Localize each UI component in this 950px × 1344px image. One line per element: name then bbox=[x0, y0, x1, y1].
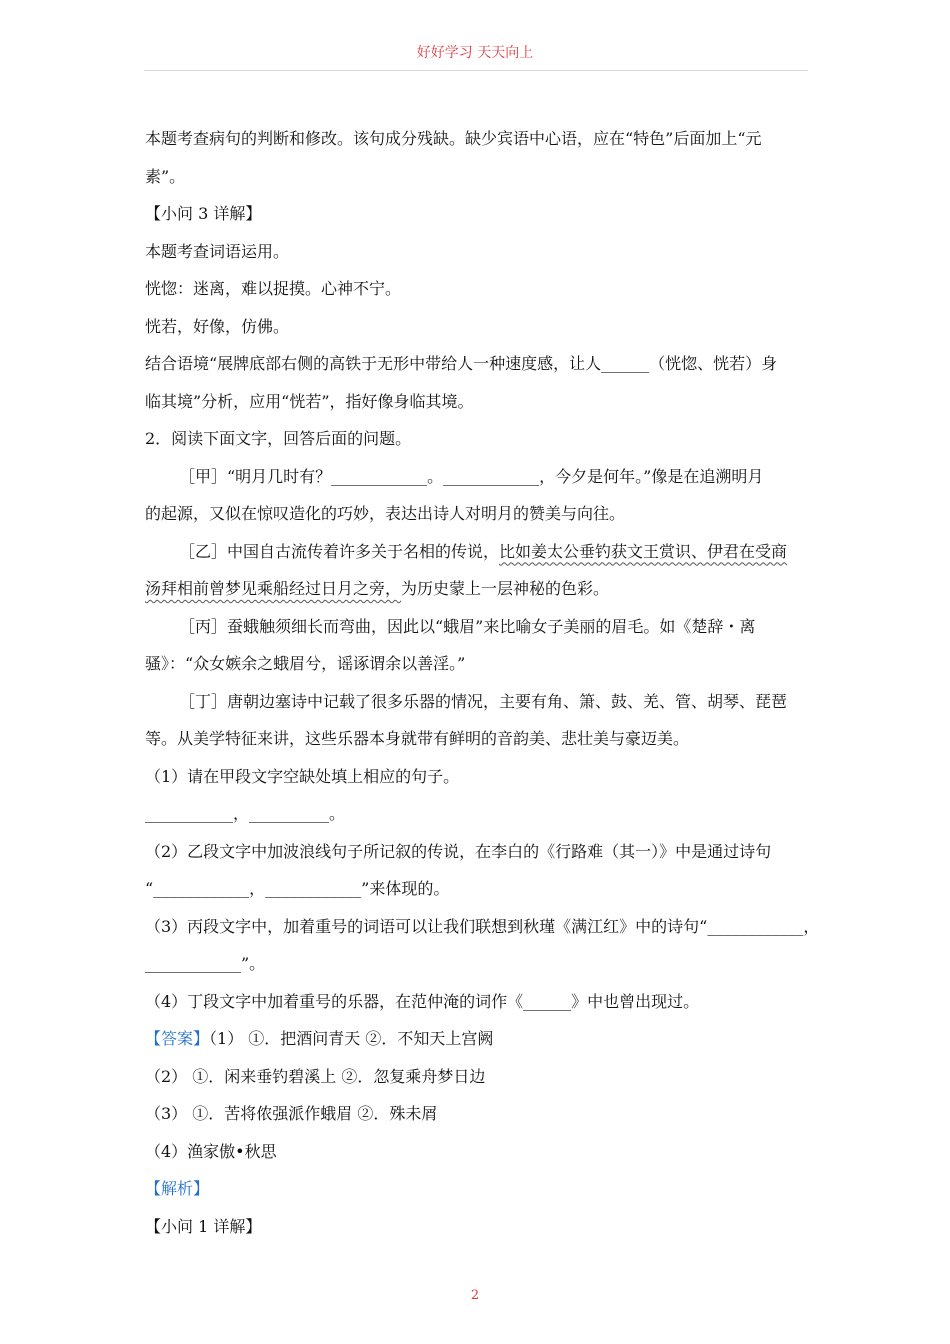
sub-question-2-cont: “____________，____________”来体现的。 bbox=[145, 879, 450, 898]
page-number: 2 bbox=[470, 1288, 480, 1303]
paragraph: 临其境”分析，应用“恍若”，指好像身临其境。 bbox=[145, 391, 474, 411]
passage-yi-cont bbox=[145, 570, 810, 608]
wavy-underlined-text: 比如姜太公垂钓获文王赏识、伊君在受商 bbox=[499, 541, 788, 561]
passage-bing: ［丙］蚕蛾触须细长而弯曲，因此以“蛾眉”来比喻女子美丽的眉毛。如《楚辞・离 bbox=[179, 616, 756, 636]
passage-ding-cont: 等。从美学特征来讲，这些乐器本身就带有鲜明的音韵美、悲壮美与豪迈美。 bbox=[145, 729, 690, 748]
document-body bbox=[145, 120, 820, 1245]
passage-yi bbox=[145, 533, 810, 571]
passage-text: ［乙］中国自古流传着许多关于名相的传说， bbox=[179, 541, 500, 561]
paragraph: 恍惚：迷离，难以捉摸。心神不宁。 bbox=[145, 279, 402, 298]
answer-blank: ___________，__________。 bbox=[145, 804, 346, 823]
question-title: 2．阅读下面文字，回答后面的问题。 bbox=[145, 429, 412, 448]
header-divider bbox=[144, 70, 808, 71]
sub-question-1: （1）请在甲段文字空缺处填上相应的句子。 bbox=[145, 766, 460, 786]
passage-text: 为历史蒙上一层神秘的色彩。 bbox=[401, 579, 610, 598]
sub-question-2: （2）乙段文字中加波浪线句子所记叙的传说，在李白的《行路难（其一）》中是通过诗句 bbox=[145, 841, 772, 861]
wavy-underlined-text: 汤拜相前曾梦见乘船经过日月之旁， bbox=[145, 579, 402, 598]
section-heading: 【小问 1 详解】 bbox=[145, 1216, 262, 1236]
answer-line-1 bbox=[145, 1020, 810, 1058]
paragraph: 素”。 bbox=[145, 166, 186, 186]
answer-label: 【答案】 bbox=[145, 1029, 210, 1048]
paragraph: 本题考查病句的判断和修改。该句成分残缺。缺少宾语中心语，应在“特色”后面加上“元 bbox=[145, 129, 762, 148]
paragraph: 结合语境“展牌底部右侧的高铁于无形中带给人一种速度感，让人______（恍惚、恍若）身 bbox=[145, 354, 778, 373]
analysis-line bbox=[145, 1170, 810, 1208]
sub-question-4: （4）丁段文字中加着重号的乐器，在范仲淹的词作《______》中也曾出现过。 bbox=[145, 991, 700, 1011]
answer-text: （1） ①．把酒问青天 ②．不知天上宫阙 bbox=[209, 1029, 494, 1048]
sub-question-3: （3）丙段文字中，加着重号的词语可以让我们联想到秋瑾《满江红》中的诗句“____________， bbox=[145, 916, 820, 936]
answer-line-4: （4）渔家傲•秋思 bbox=[145, 1141, 277, 1161]
analysis-label: 【解析】 bbox=[145, 1179, 210, 1198]
answer-line-3: （3） ①．苦将侬强派作蛾眉 ②．殊未屑 bbox=[145, 1104, 438, 1123]
passage-jia-cont: 的起源，又似在惊叹造化的巧妙，表达出诗人对明月的赞美与向往。 bbox=[145, 504, 626, 523]
passage-bing-cont: 骚》：“众女嫉余之蛾眉兮，谣诼谓余以善淫。” bbox=[145, 654, 466, 673]
sub-question-3-cont: ____________”。 bbox=[145, 954, 266, 973]
passage-jia: ［甲］“明月几时有？____________。____________，今夕是何年。”像是在追溯明月 bbox=[179, 466, 764, 486]
paragraph: 恍若，好像，仿佛。 bbox=[145, 316, 290, 336]
page-header: 好好学习 天天向上 bbox=[416, 45, 534, 61]
section-heading: 【小问 3 详解】 bbox=[145, 204, 262, 223]
answer-line-2: （2） ①．闲来垂钓碧溪上 ②．忽复乘舟梦日边 bbox=[145, 1066, 486, 1086]
paragraph: 本题考查词语运用。 bbox=[145, 241, 290, 261]
passage-ding: ［丁］唐朝边塞诗中记载了很多乐器的情况，主要有角、箫、鼓、羌、管、胡琴、琵琶 bbox=[179, 691, 788, 711]
